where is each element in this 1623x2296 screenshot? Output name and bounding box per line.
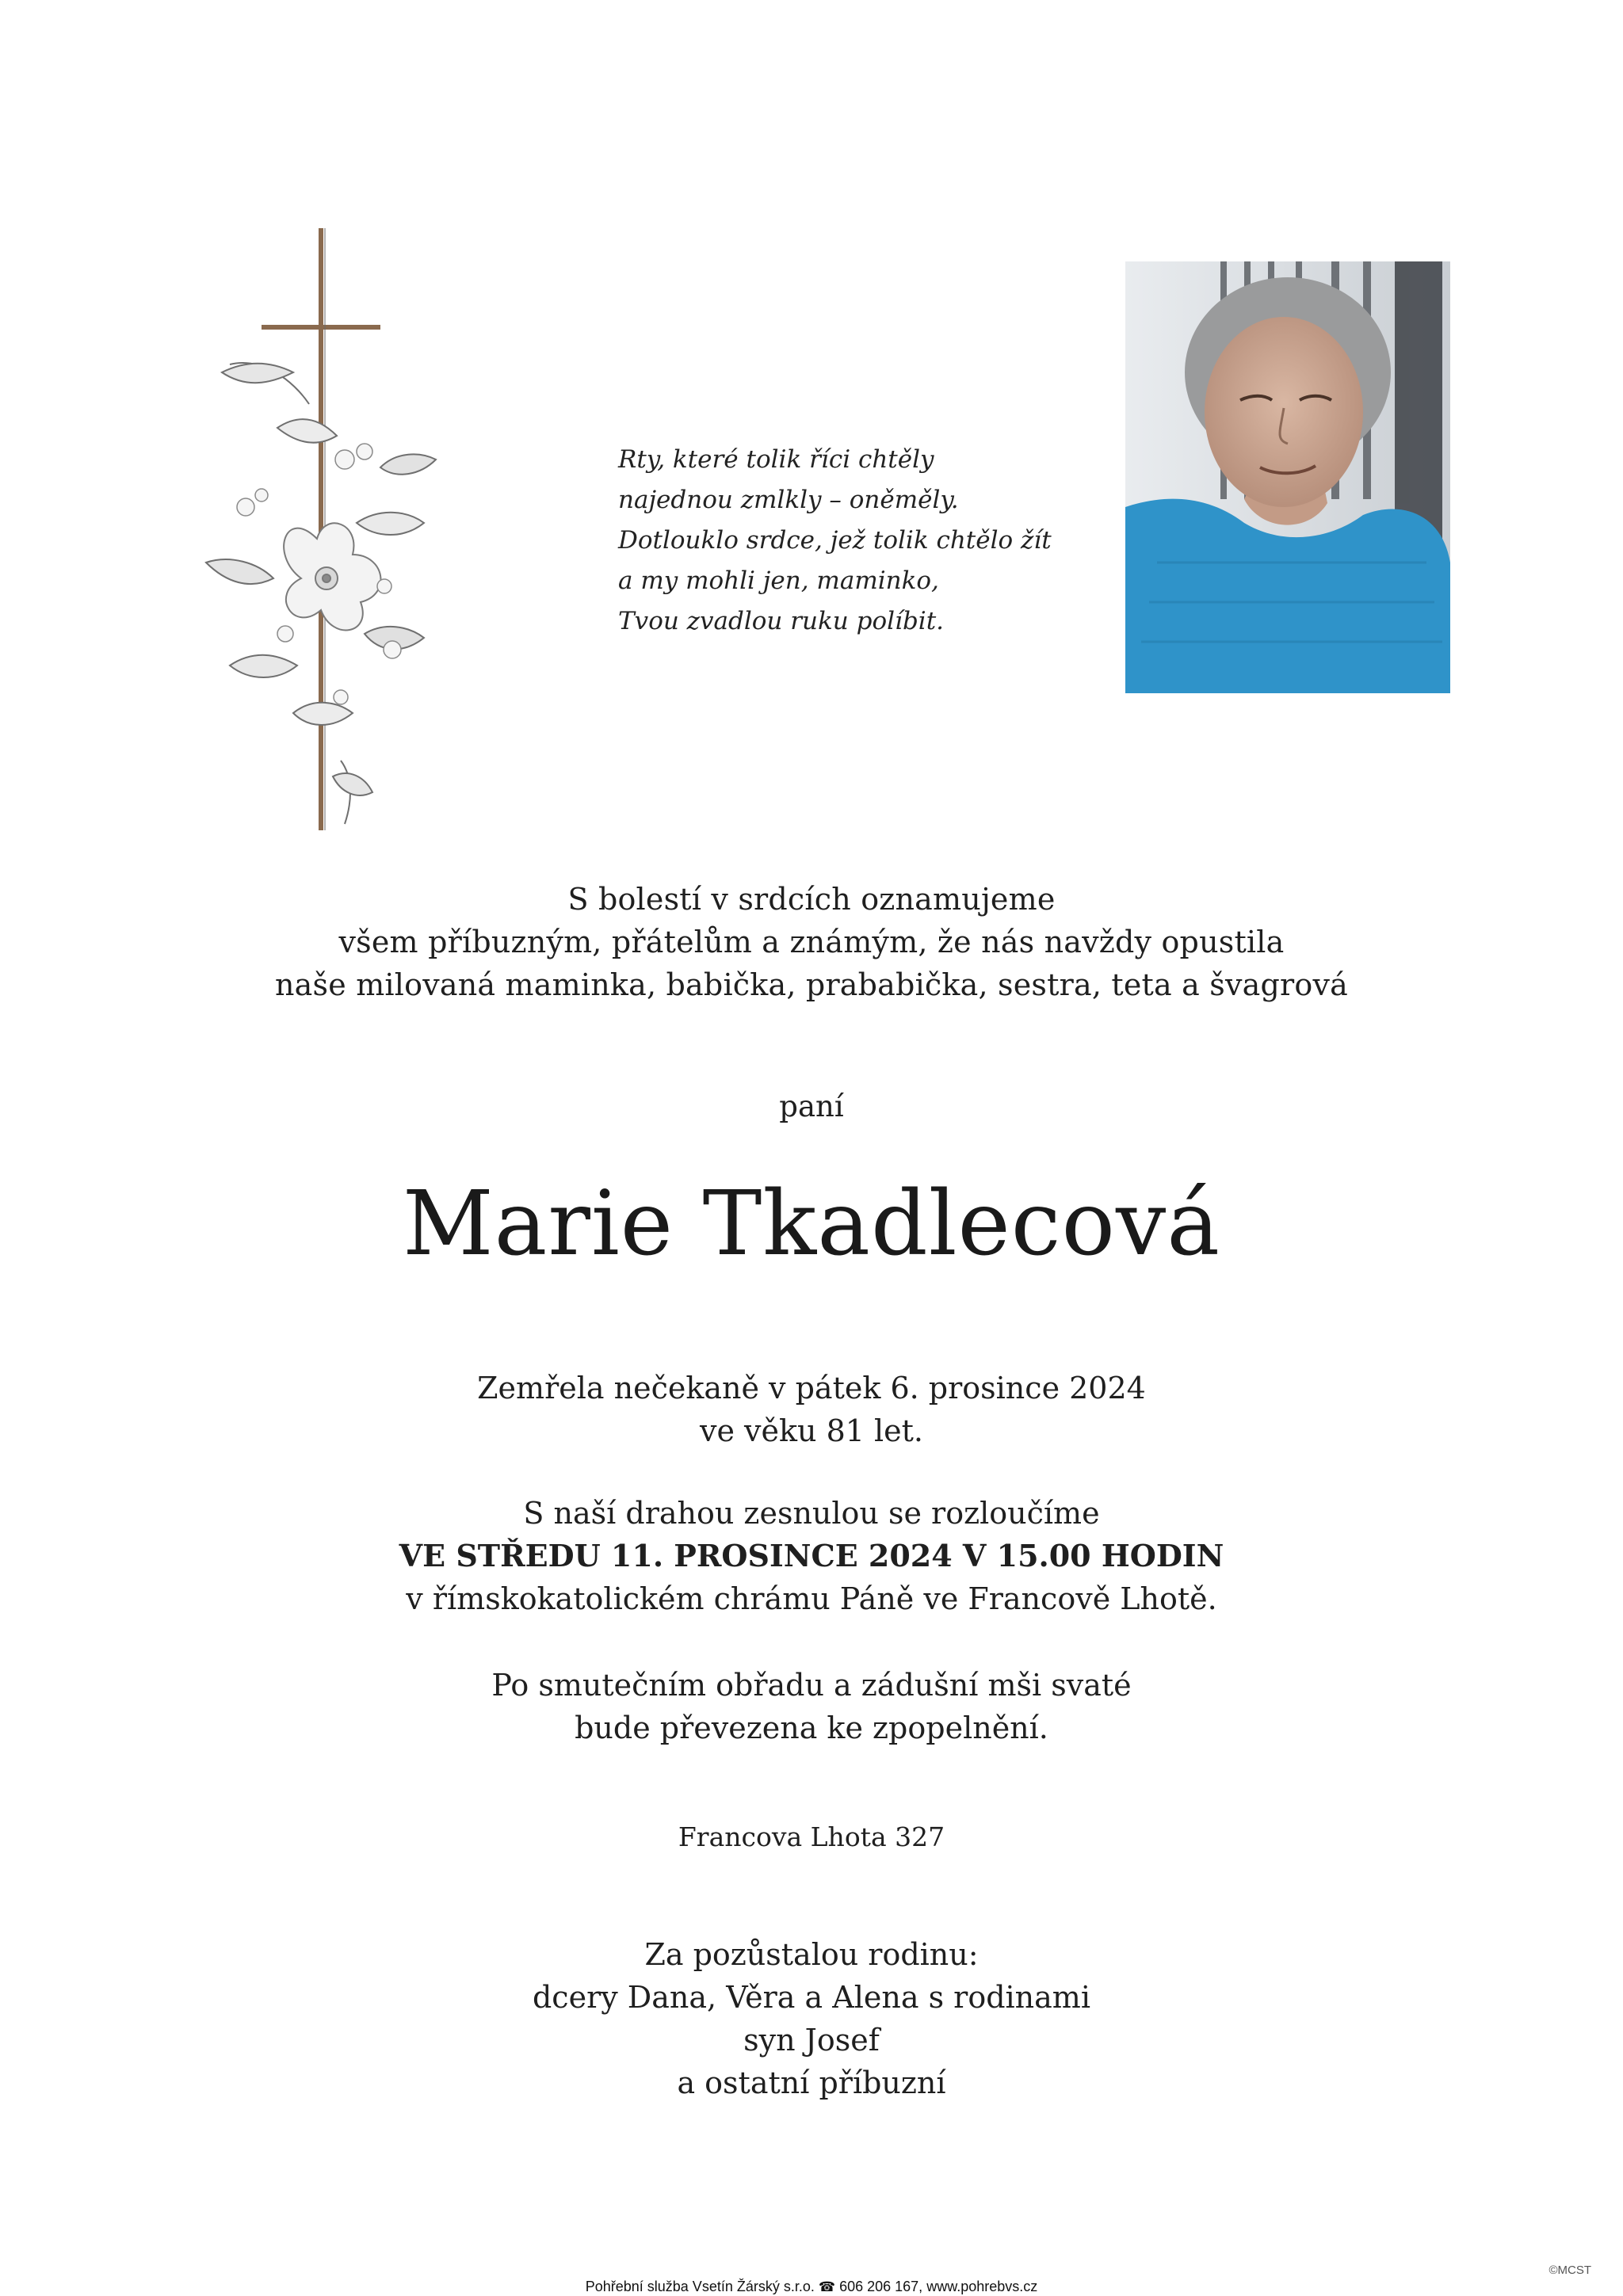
- death-line: ve věku 81 let.: [700, 1413, 923, 1448]
- family-line: Za pozůstalou rodinu:: [644, 1937, 979, 1972]
- announcement: [0, 878, 1623, 1006]
- announcement-line: naše milovaná maminka, babička, prababička, sestra, teta a švagrová: [275, 967, 1348, 1002]
- poem-line: najednou zmlkly – oněměly.: [618, 486, 959, 514]
- family-line: syn Josef: [743, 2023, 880, 2058]
- death-info: [0, 1367, 1623, 1452]
- portrait-photo: [1125, 261, 1450, 693]
- footer-web: www.pohrebvs.cz: [926, 2279, 1038, 2294]
- ceremony-datetime: VE STŘEDU 11. PROSINCE 2024 V 15.00 HODIN: [399, 1538, 1224, 1573]
- announcement-line: všem příbuzným, přátelům a známým, že nás navždy opustila: [338, 925, 1285, 959]
- poem-line: Tvou zvadlou ruku políbit.: [618, 607, 945, 635]
- death-line: Zemřela nečekaně v pátek 6. prosince 2024: [477, 1371, 1146, 1405]
- poem-line: Dotlouklo srdce, jež tolik chtělo žít: [618, 526, 1052, 555]
- footer: [0, 2278, 1623, 2296]
- family-line: dcery Dana, Věra a Alena s rodinami: [532, 1980, 1090, 2015]
- poem-line: a my mohli jen, maminko,: [618, 566, 939, 595]
- family-line: a ostatní příbuzní: [677, 2065, 946, 2100]
- footer-company: Pohřební služba Vsetín Žárský s.r.o.: [585, 2279, 815, 2294]
- address: Francova Lhota 327: [678, 1821, 945, 1852]
- ceremony-info: [0, 1492, 1623, 1620]
- cross-horizontal-beam: [262, 325, 380, 330]
- poem-line: Rty, které tolik říci chtěly: [618, 445, 934, 474]
- poem: [618, 440, 1094, 642]
- announcement-line: S bolestí v srdcích oznamujeme: [567, 882, 1056, 917]
- deceased-name: Marie Tkadlecová: [402, 1173, 1221, 1276]
- ceremony-place: v římskokatolickém chrámu Páně ve Francově Lhotě.: [406, 1581, 1217, 1616]
- phone-icon: ☎: [818, 2279, 836, 2294]
- family-signature: [0, 1933, 1623, 2104]
- after-ceremony-line: bude převezena ke zpopelnění.: [575, 1711, 1048, 1745]
- watermark: ©MCST: [1549, 2264, 1591, 2277]
- ceremony-intro: S naší drahou zesnulou se rozloučíme: [523, 1496, 1100, 1531]
- after-ceremony-line: Po smutečním obřadu a zádušní mši svaté: [491, 1668, 1132, 1703]
- cross-floral-ornament: [182, 222, 452, 856]
- after-ceremony: [0, 1664, 1623, 1749]
- footer-phone: 606 206 167,: [839, 2279, 923, 2294]
- honorific: paní: [779, 1089, 844, 1123]
